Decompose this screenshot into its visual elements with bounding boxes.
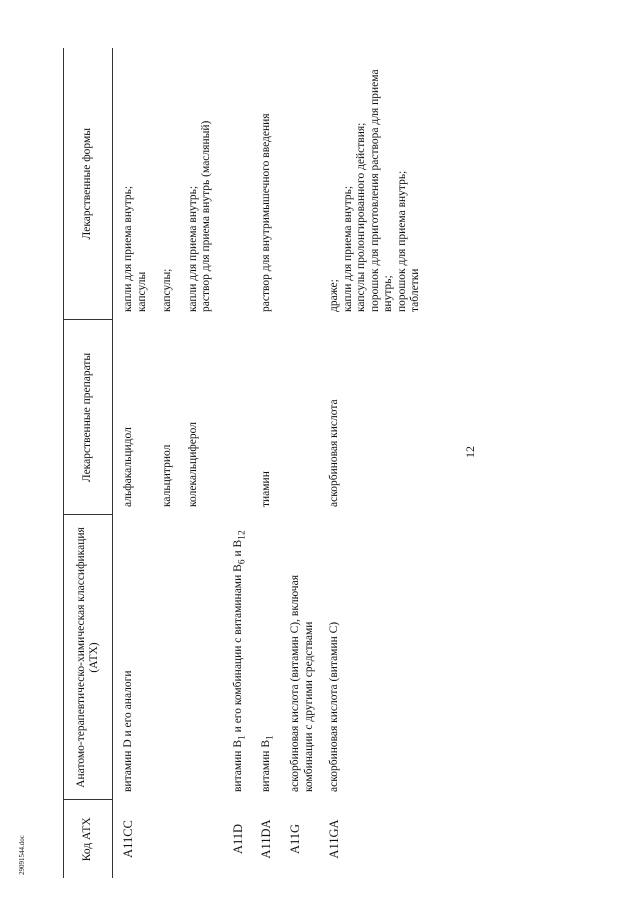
atc-code: A11DA <box>259 819 274 859</box>
atc-classification <box>158 515 178 800</box>
dosage-form: таблетки <box>409 268 422 312</box>
dosage-forms <box>119 48 152 320</box>
dosage-form: порошок для приема внутрь; <box>395 170 408 312</box>
dosage-form: драже; <box>328 279 341 312</box>
drug-name <box>286 320 319 515</box>
atc-classification <box>257 515 280 800</box>
atc-table-rotated <box>63 48 603 878</box>
subscript: 6 <box>235 559 247 565</box>
atc-code: A11GA <box>327 819 342 859</box>
classification-text: витамин B <box>231 740 244 792</box>
dosage-forms <box>229 48 252 320</box>
drug-name: тиамин <box>260 471 273 507</box>
drug-name: аскорбиновая кислота <box>328 399 341 507</box>
classification-text: и его комбинации с витаминами B <box>231 564 244 736</box>
dosage-forms <box>325 48 426 320</box>
table-row <box>119 48 152 878</box>
dosage-form: капли для приема внутрь; <box>122 185 134 312</box>
document-id: 29091544.doc <box>18 835 26 875</box>
atc-classification: аскорбиновая кислота (витамин C), включая комбинации с другими средствами <box>289 575 315 792</box>
dosage-forms <box>158 48 178 320</box>
table-row <box>325 48 426 878</box>
classification-text: и B <box>231 539 244 560</box>
dosage-form: капсулы пролонгированного действия; <box>355 122 368 312</box>
header-drugs: Лекарственные препараты <box>64 320 113 515</box>
atc-code: A11G <box>288 823 303 855</box>
dosage-form: раствор для приема внутрь (масляный) <box>200 120 212 312</box>
dosage-forms <box>257 48 280 320</box>
dosage-form: раствор для внутримышечного введения <box>260 113 273 312</box>
atc-classification <box>229 515 252 800</box>
header-classification: Анатомо-терапевтическо-химическая классификация (АТХ) <box>64 515 113 800</box>
subscript: 1 <box>264 735 276 740</box>
drug-name: альфакальцидол <box>122 427 134 507</box>
dosage-form: капли для приема внутрь; <box>341 185 354 312</box>
dosage-form: капсулы; <box>161 268 173 312</box>
atc-code: A11D <box>230 823 245 855</box>
classification-text: витамин B <box>260 740 273 792</box>
subscript: 12 <box>235 530 247 540</box>
drug-name: кальцитриол <box>161 444 173 507</box>
atc-code <box>184 800 217 878</box>
header-forms: Лекарственные формы <box>64 48 113 320</box>
atc-table <box>63 48 426 878</box>
header-code: Код АТХ <box>64 800 113 878</box>
atc-code <box>158 800 178 878</box>
atc-classification <box>184 515 217 800</box>
drug-name: колекальциферол <box>186 422 199 507</box>
dosage-form: капсулы <box>135 271 148 312</box>
table-row <box>286 48 319 878</box>
page-number: 12 <box>463 446 477 458</box>
atc-classification: аскорбиновая кислота (витамин C) <box>328 621 341 792</box>
table-row <box>257 48 280 878</box>
atc-classification: витамин D и его аналоги <box>122 670 134 792</box>
subscript: 1 <box>235 735 247 740</box>
table-row <box>158 48 178 878</box>
dosage-forms <box>286 48 319 320</box>
dosage-forms <box>184 48 217 320</box>
atc-code: A11CC <box>121 820 135 858</box>
drug-name <box>229 320 252 515</box>
table-header-row <box>64 48 113 878</box>
dosage-form: порошок для приготовления раствора для приема внутрь; <box>368 69 395 312</box>
table-row <box>229 48 252 878</box>
table-row <box>184 48 217 878</box>
dosage-form: капли для приема внутрь; <box>186 185 199 312</box>
